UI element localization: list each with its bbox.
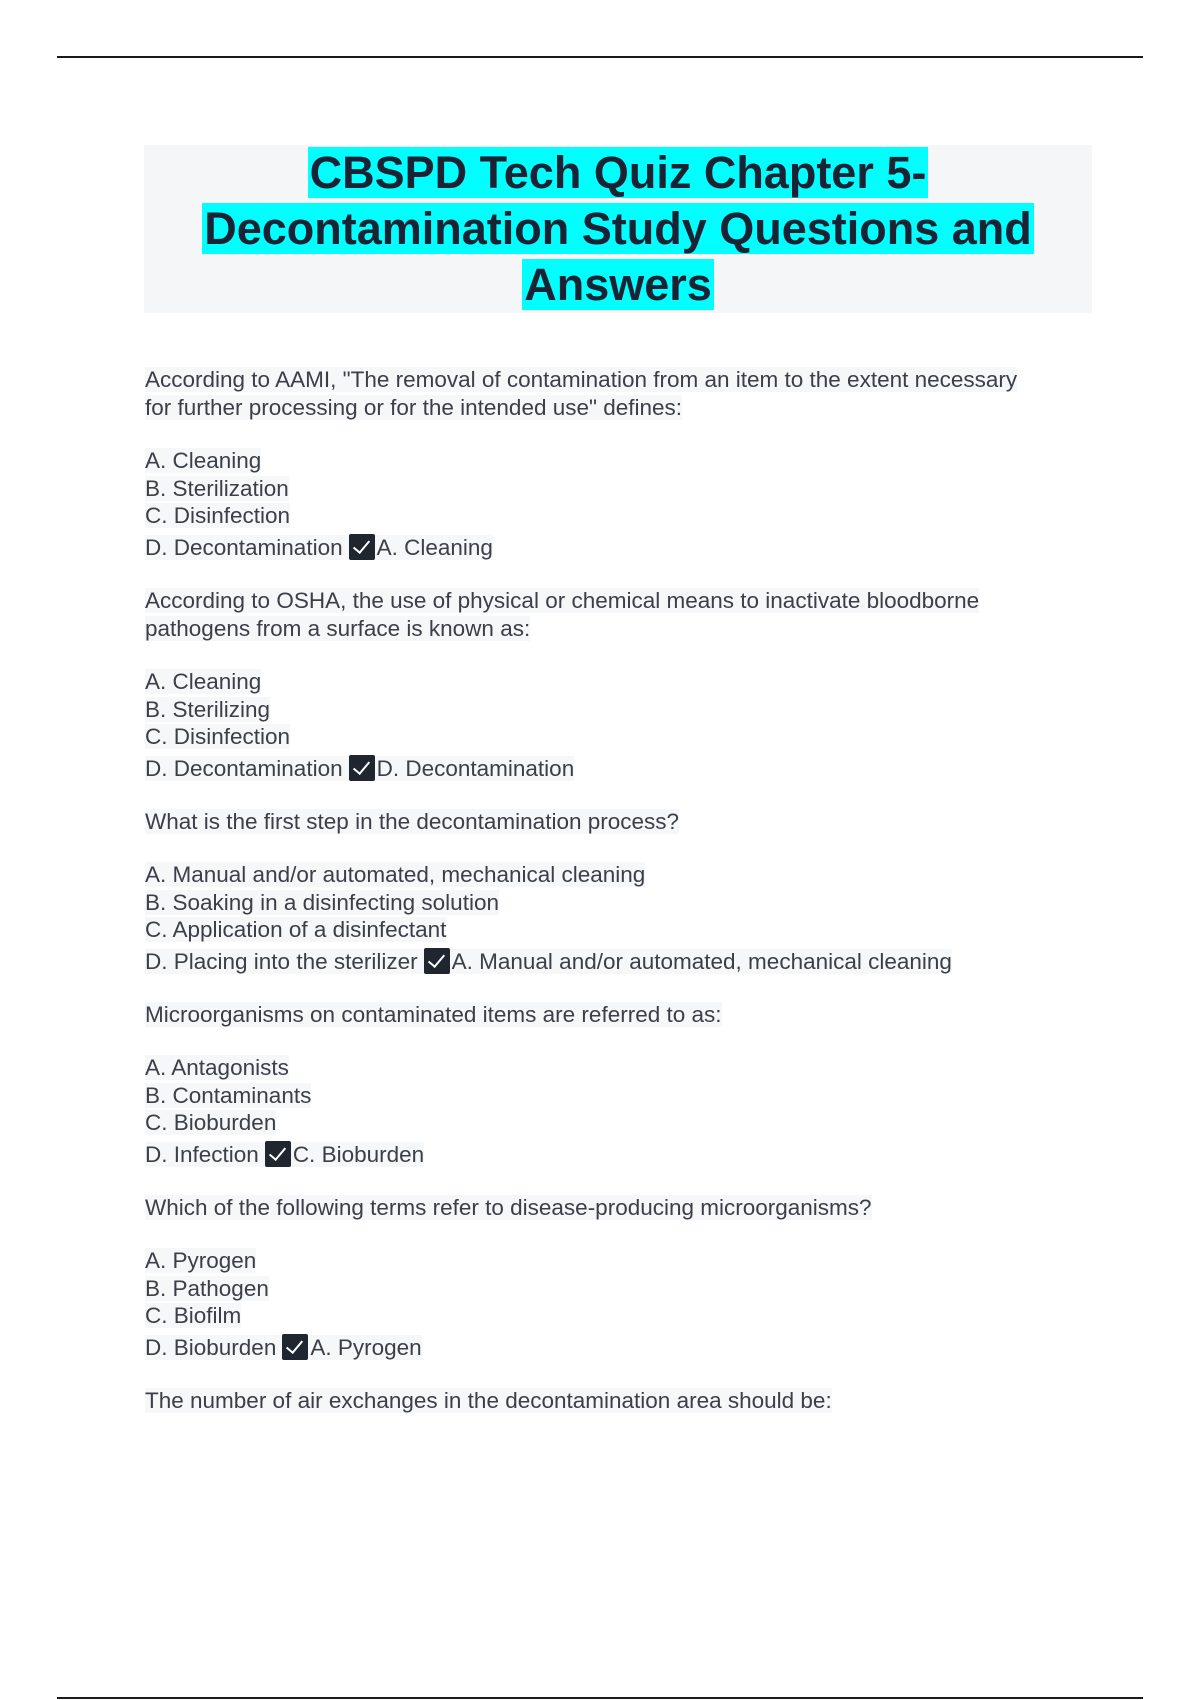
document-title xyxy=(144,145,1092,313)
option-a: A. Cleaning xyxy=(145,448,262,473)
title-line-3: Answers xyxy=(524,259,712,310)
option-a: A. Pyrogen xyxy=(145,1248,257,1273)
option-c: C. Biofilm xyxy=(145,1303,242,1328)
option-d: D. Bioburden xyxy=(145,1334,277,1360)
option-c: C. Disinfection xyxy=(145,503,291,528)
question-block xyxy=(145,587,1095,782)
question-text: Which of the following terms refer to disease-producing microorganisms? xyxy=(145,1195,872,1220)
question-text: According to OSHA, the use of physical or chemical means to inactivate bloodborne pathogens from a surface is known as: xyxy=(145,588,980,641)
option-b: B. Pathogen xyxy=(145,1275,269,1301)
checkbox-checked-icon xyxy=(265,1141,291,1167)
options-list xyxy=(145,1247,1095,1361)
checkbox-checked-icon xyxy=(424,948,450,974)
top-rule xyxy=(57,56,1143,58)
answer-text: A. Pyrogen xyxy=(310,1334,422,1360)
option-b: B. Contaminants xyxy=(145,1082,312,1108)
options-list xyxy=(145,861,1095,975)
question-block xyxy=(145,1194,1095,1361)
option-c: C. Bioburden xyxy=(145,1110,277,1135)
option-d: D. Decontamination xyxy=(145,755,343,781)
answer-text: A. Cleaning xyxy=(376,534,493,560)
options-list xyxy=(145,447,1095,561)
option-a: A. Cleaning xyxy=(145,669,262,694)
question-block xyxy=(145,1001,1095,1168)
option-c: C. Application of a disinfectant xyxy=(145,917,447,942)
option-d: D. Decontamination xyxy=(145,534,343,560)
question-list xyxy=(145,366,1095,1441)
answer-text: C. Bioburden xyxy=(292,1141,425,1167)
question-block xyxy=(145,366,1095,561)
question-text: The number of air exchanges in the decontamination area should be: xyxy=(145,1388,832,1413)
question-text: What is the first step in the decontamination process? xyxy=(145,809,680,834)
option-d: D. Placing into the sterilizer xyxy=(145,948,418,974)
checkbox-checked-icon xyxy=(349,534,375,560)
question-text: According to AAMI, "The removal of contamination from an item to the extent necessary for further processing or for the intended use" defines: xyxy=(145,367,1018,420)
checkbox-checked-icon xyxy=(282,1334,308,1360)
answer-text: A. Manual and/or automated, mechanical cleaning xyxy=(451,948,952,974)
title-line-1: CBSPD Tech Quiz Chapter 5- xyxy=(309,147,927,198)
option-c: C. Disinfection xyxy=(145,724,291,749)
question-text: Microorganisms on contaminated items are referred to as: xyxy=(145,1002,722,1027)
option-d: D. Infection xyxy=(145,1141,259,1167)
options-list xyxy=(145,668,1095,782)
option-b: B. Sterilizing xyxy=(145,696,271,722)
options-list xyxy=(145,1054,1095,1168)
checkbox-checked-icon xyxy=(349,755,375,781)
title-line-2: Decontamination Study Questions and xyxy=(204,203,1032,254)
option-b: B. Soaking in a disinfecting solution xyxy=(145,889,499,915)
question-block xyxy=(145,1387,1095,1415)
question-block xyxy=(145,808,1095,975)
option-a: A. Antagonists xyxy=(145,1055,289,1080)
option-a: A. Manual and/or automated, mechanical cleaning xyxy=(145,862,646,887)
option-b: B. Sterilization xyxy=(145,475,289,501)
bottom-rule xyxy=(57,1697,1143,1699)
answer-text: D. Decontamination xyxy=(376,755,575,781)
